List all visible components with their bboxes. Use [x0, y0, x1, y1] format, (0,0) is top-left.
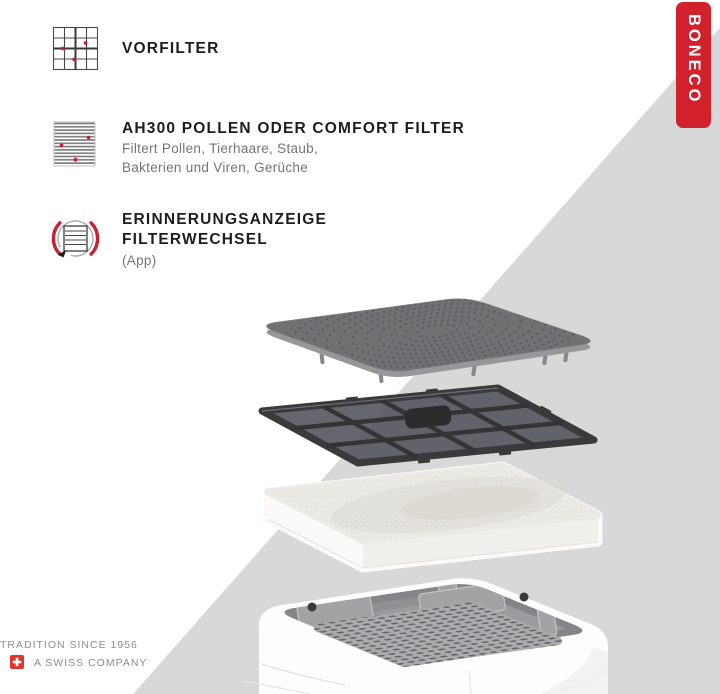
feature-title-line: ERINNERUNGSANZEIGE [122, 211, 328, 228]
feature-desc-line: Filtert Pollen, Tierhaare, Staub, [122, 141, 318, 156]
feature-desc-line: Bakterien und Viren, Gerüche [122, 160, 309, 175]
feature-note-app: (App) [122, 253, 157, 268]
swiss-flag-icon [10, 655, 24, 669]
filter-change-reminder-icon [46, 210, 105, 268]
feature-desc-ah300 [122, 139, 318, 177]
feature-title-line: FILTERWECHSEL [122, 230, 268, 248]
feature-title-ah300: AH300 POLLEN ODER COMFORT FILTER [122, 120, 465, 137]
layer-filter-frame [262, 388, 594, 464]
swiss-company-text: A SWISS COMPANY [34, 657, 148, 669]
layer-foam-filter [268, 466, 598, 568]
layer-top-cover [267, 268, 592, 394]
brand-logo-text: BONECO [685, 14, 703, 105]
feature-title-reminder [122, 210, 327, 249]
brand-banner [676, 2, 711, 128]
layer-base-tank [244, 577, 608, 694]
feature-title-vorfilter: VORFILTER [122, 40, 220, 57]
tradition-text: TRADITION SINCE 1956 [0, 639, 138, 651]
fine-filter-lines-icon [53, 121, 96, 167]
prefilter-grid-icon [52, 26, 99, 71]
